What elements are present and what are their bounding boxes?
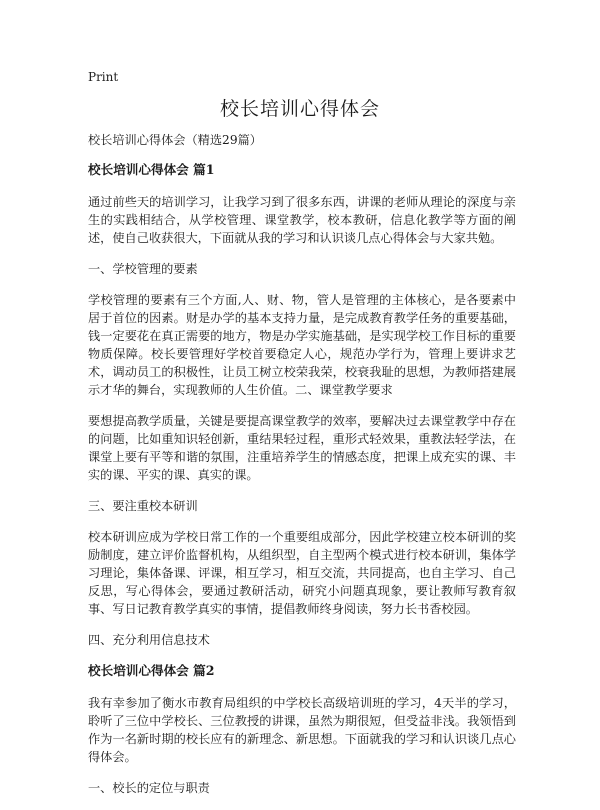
paragraph: 我有幸参加了衡水市教育局组织的中学校长高级培训班的学习，4天半的学习，聆听了三位中学校长、三位教授的讲课，虽然为期很短，但受益非浅。我领悟到作为一名新时期的校长应有的新理念、新思想。下面就我的学习和认识谈几点心得体会。 xyxy=(88,696,516,764)
section-heading: 四、充分利用信息技术 xyxy=(88,633,210,647)
paragraph: 通过前些天的培训学习，让我学习到了很多东西，讲课的老师从理论的深度与亲生的实践相结合，从学校管理、课堂教学，校本教研，信息化教学等方面的阐述，使自己收获很大，下面就从我的学习和认识谈几点心得体会与大家共勉。 xyxy=(88,195,516,245)
document-body xyxy=(88,131,516,810)
section-heading: 一、学校管理的要素 xyxy=(88,262,198,276)
section-heading: 一、校长的定位与职责 xyxy=(88,781,210,795)
document-title: 校长培训心得体会 xyxy=(219,98,380,120)
chapter-heading: 校长培训心得体会 篇2 xyxy=(88,663,215,678)
document-subtitle: 校长培训心得体会（精选29篇） xyxy=(88,133,262,147)
print-link[interactable]: Print xyxy=(88,70,119,84)
paragraph: 学校管理的要素有三个方面,人、财、物，管人是管理的主体核心，是各要素中居于首位的因素。财是办学的基本支持力量，是完成教育教学任务的重要基础，钱一定要花在真正需要的地方，物是办学实施基础，是实现学校工作目标的重要物质保障。校长要管理好学校首要稳定人心，规范办学行为，管理上要讲求艺术，调动员工的积极性，让员工树立校荣我荣，校衰我耻的思想，为教师搭建展示才华的舞台，实现教师的人生价值。二、课堂教学要求 xyxy=(88,293,516,397)
paragraph: 要想提高教学质量，关键是要提高课堂教学的效率，要解决过去课堂教学中存在的问题，比如重知识轻创新，重结果轻过程，重形式轻效果，重教法轻学法，在课堂上要有平等和谐的氛围，注重培养学生的情感态度，把课上成充实的课、丰实的课、平实的课、真实的课。 xyxy=(88,414,516,482)
section-heading: 三、要注重校本研训 xyxy=(88,499,198,513)
chapter-heading: 校长培训心得体会 篇1 xyxy=(88,162,215,177)
paragraph: 校本研训应成为学校日常工作的一个重要组成部分，因此学校建立校本研训的奖励制度，建立评价监督机构，从组织型，自主型两个模式进行校本研训，集体学习理论，集体备课、评课，相互学习，相互交流，共同提高，也自主学习、自己反思，写心得体会，要通过教研活动，研究小问题真现象，要让教师写教育叙事、写日记教育教学真实的事情，提倡教师终身阅读，努力长书香校园。 xyxy=(88,530,516,616)
